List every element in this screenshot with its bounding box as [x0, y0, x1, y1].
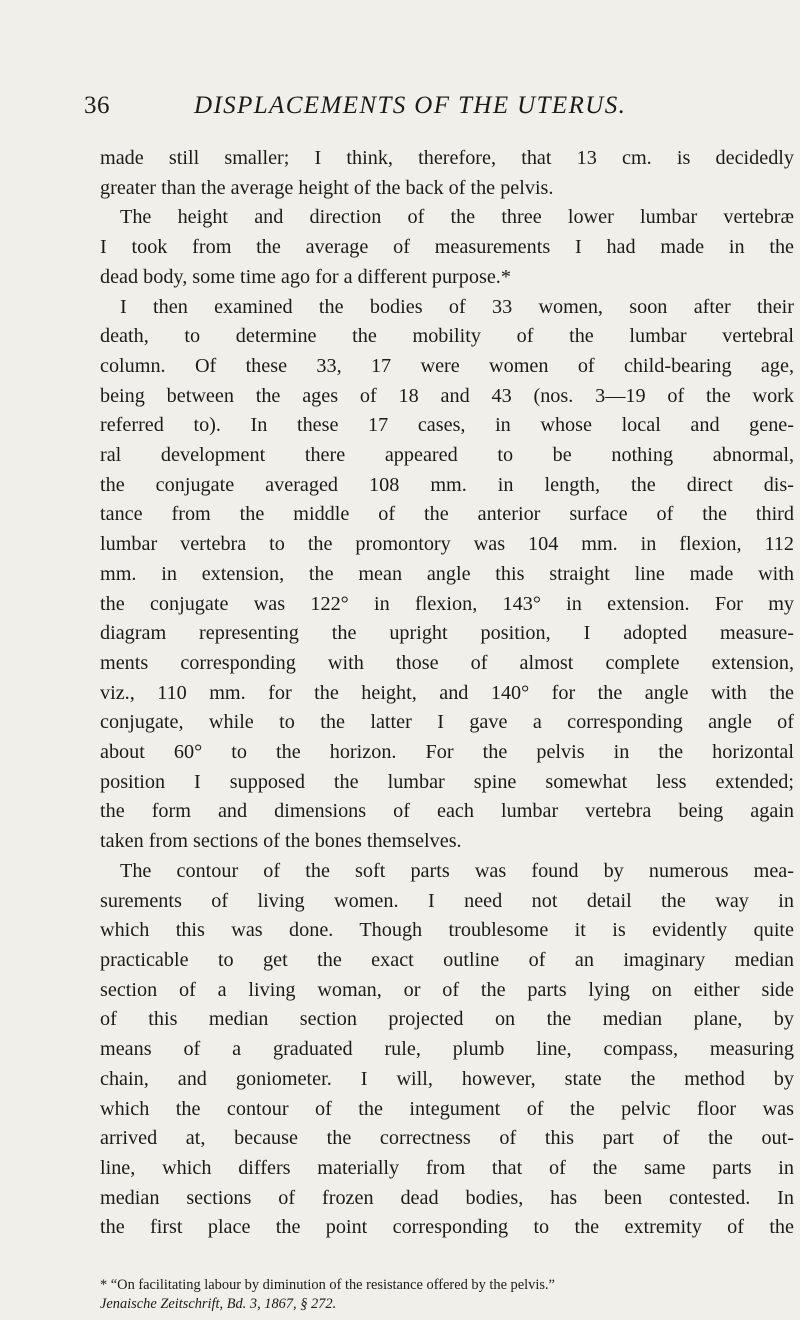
body-text: [100, 144, 794, 1243]
text-line: dead body, some time ago for a different purpose.*: [100, 265, 511, 288]
text-line: line, which differs materially from that of the same parts in: [100, 1156, 794, 1179]
footnote-line: * “On facilitating labour by diminution of the resistance offered by the pelvis.”: [100, 1277, 555, 1293]
text-line: lumbar vertebra to the promontory was 104 mm. in flexion, 112: [100, 533, 794, 556]
text-line: ral development there appeared to be nothing abnormal,: [100, 444, 794, 467]
text-line: surements of living women. I need not detail the way in: [100, 889, 794, 912]
text-line: greater than the average height of the back of the pelvis.: [100, 176, 554, 199]
text-line: arrived at, because the correctness of this part of the out-: [100, 1127, 794, 1150]
text-line: the conjugate was 122° in flexion, 143° in extension. For my: [100, 592, 794, 615]
text-line: section of a living woman, or of the parts lying on either side: [100, 978, 794, 1001]
text-line: which this was done. Though troublesome it is evidently quite: [100, 919, 794, 942]
page-header: [84, 92, 744, 124]
text-line: I took from the average of measurements I had made in the: [100, 236, 794, 259]
text-line: referred to). In these 17 cases, in whose local and gene-: [100, 414, 794, 437]
text-line: The contour of the soft parts was found by numerous mea-: [120, 859, 794, 882]
text-line: chain, and goniometer. I will, however, state the method by: [100, 1067, 794, 1090]
page-number: 36: [84, 92, 110, 119]
text-line: being between the ages of 18 and 43 (nos. 3—19 of the work: [100, 384, 794, 407]
text-line: made still smaller; I think, therefore, that 13 cm. is decidedly: [100, 147, 794, 169]
text-line: the form and dimensions of each lumbar vertebra being again: [100, 800, 794, 823]
text-line: about 60° to the horizon. For the pelvis in the horizontal: [100, 741, 794, 764]
text-line: the conjugate averaged 108 mm. in length, the direct dis-: [100, 473, 794, 496]
text-line: I then examined the bodies of 33 women, soon after their: [120, 295, 794, 318]
text-line: ments corresponding with those of almost complete extension,: [100, 651, 794, 674]
text-line: of this median section projected on the median plane, by: [100, 1008, 794, 1031]
text-line: taken from sections of the bones themselves.: [100, 830, 462, 853]
text-line: position I supposed the lumbar spine somewhat less extended;: [100, 770, 794, 793]
footnote-citation: Jenaische Zeitschrift, Bd. 3, 1867, § 272.: [100, 1296, 337, 1312]
text-line: median sections of frozen dead bodies, has been contested. In: [100, 1186, 794, 1209]
text-line: diagram representing the upright position, I adopted measure-: [100, 622, 794, 645]
running-head: DISPLACEMENTS OF THE UTERUS.: [194, 92, 627, 119]
text-line: death, to determine the mobility of the lumbar vertebral: [100, 325, 794, 348]
text-line: which the contour of the integument of the pelvic floor was: [100, 1097, 794, 1120]
text-line: conjugate, while to the latter I gave a corresponding angle of: [100, 711, 794, 734]
text-line: viz., 110 mm. for the height, and 140° for the angle with the: [100, 681, 794, 704]
text-line: the first place the point corresponding to the extremity of the: [100, 1216, 794, 1239]
text-line: column. Of these 33, 17 were women of child-bearing age,: [100, 354, 794, 377]
footnote: [100, 1276, 794, 1314]
text-line: mm. in extension, the mean angle this straight line made with: [100, 562, 794, 585]
text-line: tance from the middle of the anterior surface of the third: [100, 503, 794, 526]
text-line: The height and direction of the three lower lumbar vertebræ: [120, 206, 794, 229]
text-line: means of a graduated rule, plumb line, compass, measuring: [100, 1038, 794, 1061]
text-line: practicable to get the exact outline of an imaginary median: [100, 948, 794, 971]
